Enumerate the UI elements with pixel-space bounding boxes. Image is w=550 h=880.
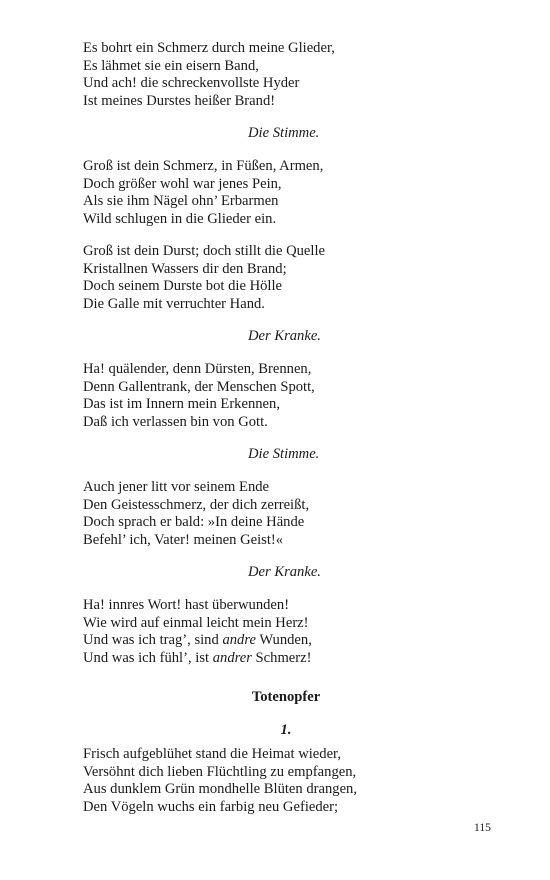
- verse-text: Und was ich trag’, sind: [83, 632, 223, 648]
- stanza-1: [83, 40, 483, 110]
- stanza-2: [83, 158, 483, 228]
- verse-line: Versöhnt dich lieben Flüchtling zu empfangen,: [83, 763, 357, 780]
- verse-line: Als sie ihm Nägel ohn’ Erbarmen: [83, 193, 279, 209]
- stanza-4: [83, 361, 483, 431]
- verse-line: Daß ich verlassen bin von Gott.: [83, 413, 268, 430]
- speaker-label: Der Kranke.: [248, 564, 321, 580]
- verse-line: Ha! innres Wort! hast überwunden!: [83, 597, 290, 613]
- verse-line: Es bohrt ein Schmerz durch meine Glieder,: [83, 40, 335, 56]
- page-number: 115: [474, 822, 491, 834]
- verse-line: Ist meines Durstes heißer Brand!: [83, 92, 276, 109]
- verse-line: [83, 650, 483, 668]
- verse-line: Die Galle mit verruchter Hand.: [83, 295, 265, 312]
- verse-line: Doch größer wohl war jenes Pein,: [83, 175, 282, 192]
- stanza-7: [83, 746, 483, 816]
- verse-line: Es lähmet sie ein eisern Band,: [83, 57, 259, 74]
- verse-line: Groß ist dein Durst; doch stillt die Quelle: [83, 243, 325, 259]
- verse-line: Wie wird auf einmal leicht mein Herz!: [83, 614, 309, 631]
- verse-line: Den Geistesschmerz, der dich zerreißt,: [83, 496, 310, 513]
- speaker-label: Die Stimme.: [248, 125, 320, 141]
- verse-line: Den Vögeln wuchs ein farbig neu Gefieder;: [83, 798, 339, 815]
- verse-line: Wild schlugen in die Glieder ein.: [83, 210, 277, 227]
- verse-line: Doch sprach er bald: »In deine Hände: [83, 514, 305, 530]
- verse-line: Kristallnen Wassers dir den Brand;: [83, 260, 287, 277]
- stanza-5: [83, 479, 483, 549]
- section-number: 1.: [280, 722, 292, 738]
- verse-line: Denn Gallentrank, der Menschen Spott,: [83, 378, 315, 395]
- verse-line: Groß ist dein Schmerz, in Füßen, Armen,: [83, 158, 324, 174]
- verse-line: Aus dunklem Grün mondhelle Blüten drangen,: [83, 781, 357, 797]
- verse-text: Und was ich fühl’, ist: [83, 649, 213, 666]
- verse-line: [83, 632, 483, 650]
- stanza-6: [83, 597, 483, 667]
- stanza-3: [83, 243, 483, 313]
- emphasized-word: andre: [222, 632, 256, 648]
- poem-title: Totenopfer: [251, 689, 321, 705]
- verse-text: Wunden,: [255, 632, 312, 648]
- verse-line: Das ist im Innern mein Erkennen,: [83, 396, 280, 412]
- speaker-label: Der Kranke.: [248, 328, 321, 344]
- verse-line: Ha! quälender, denn Dürsten, Brennen,: [83, 361, 312, 377]
- verse-line: Auch jener litt vor seinem Ende: [83, 479, 270, 495]
- verse-line: Frisch aufgeblühet stand die Heimat wieder,: [83, 746, 341, 762]
- verse-line: Und ach! die schreckenvollste Hyder: [83, 75, 300, 91]
- verse-line: Doch seinem Durste bot die Hölle: [83, 278, 282, 294]
- emphasized-word: andrer: [212, 649, 252, 666]
- verse-text: Schmerz!: [251, 649, 312, 666]
- speaker-label: Die Stimme.: [248, 446, 320, 462]
- verse-line: Befehl’ ich, Vater! meinen Geist!«: [83, 531, 284, 548]
